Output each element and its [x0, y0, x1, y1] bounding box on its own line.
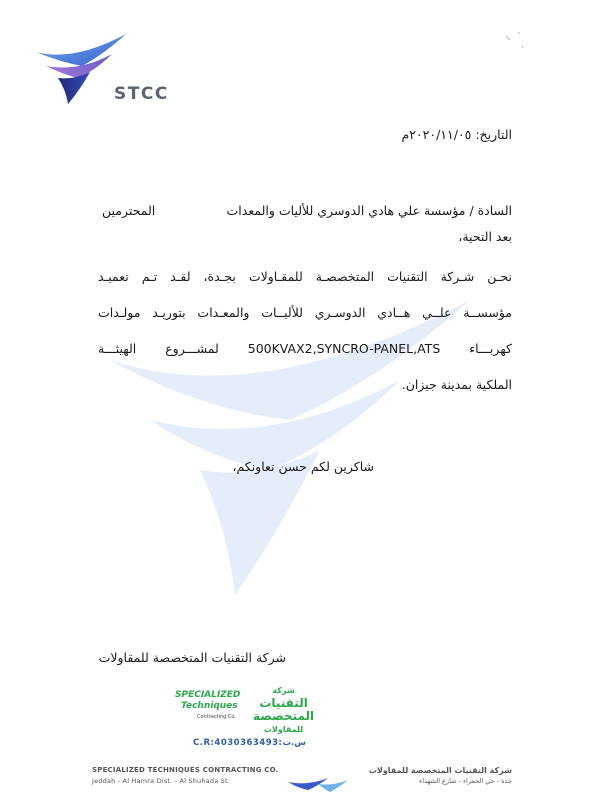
paragraph-line: كهربـــاء 500KVAX2,SYNCRO-PANEL,ATS لمشـــروع الهيئـــة	[98, 341, 512, 356]
paragraph-line: مؤسســة علــي هــادي الدوسـري للأليــات والمعـدات بتوريـد مولـدات	[98, 305, 512, 320]
stamp-ar-line: شركة	[272, 686, 295, 695]
stamp-arabic	[253, 684, 314, 736]
footer-logo	[288, 776, 348, 792]
stamp-en-line: Contracting Co.	[197, 714, 236, 720]
footer-english	[92, 766, 278, 785]
stamp-english	[175, 690, 240, 723]
footer-ar-company: شركة التقنيات المتخصصة للمقاولات	[368, 766, 512, 775]
addressee-name: السادة / مؤسسة علي هادي الدوسري للأليات والمعدات	[226, 203, 512, 218]
addressee-line	[102, 203, 512, 219]
pen-mark-icon	[500, 28, 530, 58]
signatory-company: شركة التقنيات المتخصصة للمقاولات	[98, 650, 286, 665]
footer-arabic	[369, 766, 512, 785]
company-stamp	[175, 684, 315, 754]
stamp-commercial-registration: C.R:4030363493:س.ت	[193, 738, 306, 748]
letter-date: التاريخ: ٢٠٢٠/١١/٠٥م	[401, 127, 512, 142]
closing-thanks: شاكرين لكم حسن تعاونكم،	[232, 459, 374, 474]
stamp-en-line: SPECIALIZED	[175, 690, 241, 700]
logo-wordmark: STCC	[114, 84, 169, 104]
footer-logo-icon	[288, 776, 348, 792]
stamp-ar-line: للمقاولات	[263, 725, 304, 734]
paragraph-line: نحـن شـركة التقنيات المتخصصـة للمقـاولات بجـدة، لقـد تـم تعميـد	[98, 269, 512, 284]
footer-en-address: Jeddah - Al Hamra Dist. - Al Shuhada St.	[92, 777, 230, 785]
greeting: بعد التحية،	[458, 229, 512, 244]
letter-body-paragraph	[98, 269, 512, 413]
stamp-ar-line: التقنيات	[259, 696, 308, 710]
footer-en-company: SPECIALIZED TECHNIQUES CONTRACTING CO.	[92, 766, 279, 774]
paragraph-line: الملكية بمدينة جيزان.	[401, 377, 512, 392]
stamp-ar-line: المتخصصة	[253, 709, 315, 723]
addressee-title: المحترمين	[102, 203, 156, 218]
footer-ar-address: جدة - حي الحمراء - شارع الشهداء	[419, 777, 512, 785]
stamp-en-line: Techniques	[181, 701, 238, 711]
